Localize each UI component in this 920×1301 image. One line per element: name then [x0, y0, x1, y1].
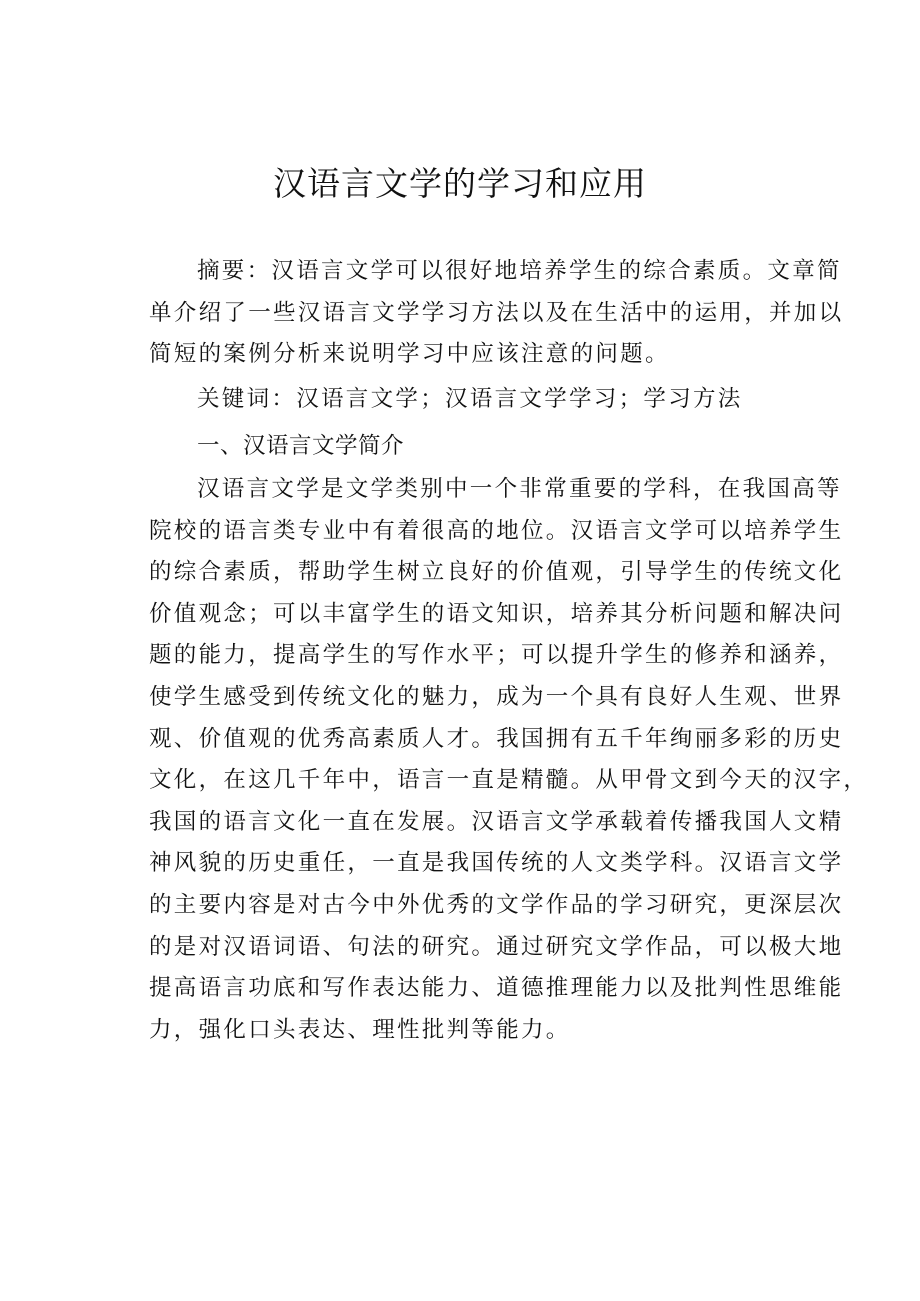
abstract-line: 摘要：汉语言文学可以很好地培养学生的综合素质。文章简: [197, 258, 842, 284]
body-line: 题的能力，提高学生的写作水平；可以提升学生的修养和涵养，: [149, 642, 844, 669]
body-line: 文化，在这几千年中，语言一直是精髓。从甲骨文到今天的汉字，: [149, 767, 869, 794]
body-line: 价值观念；可以丰富学生的语文知识，培养其分析问题和解决问: [149, 600, 844, 627]
keywords-text: 关键词：汉语言文学；汉语言文学学习；学习方法: [197, 386, 743, 412]
body-line: 的综合素质，帮助学生树立良好的价值观，引导学生的传统文化: [149, 559, 844, 586]
body-line: 的是对汉语词语、句法的研究。通过研究文学作品，可以极大地: [149, 933, 844, 960]
abstract-line: 单介绍了一些汉语言文学学习方法以及在生活中的运用，并加以: [149, 299, 844, 326]
body-line: 汉语言文学是文学类别中一个非常重要的学科，在我国高等: [197, 476, 842, 502]
body-line: 院校的语言类专业中有着很高的地位。汉语言文学可以培养学生: [149, 517, 844, 544]
body-line: 的主要内容是对古今中外优秀的文学作品的学习研究，更深层次: [149, 891, 844, 918]
keywords-line: [149, 379, 801, 421]
body-line: 观、价值观的优秀高素质人才。我国拥有五千年绚丽多彩的历史: [149, 725, 844, 752]
abstract-paragraph: [149, 251, 844, 376]
body-line: 力，强化口头表达、理性批判等能力。: [149, 1016, 571, 1043]
document-title: 汉语言文学的学习和应用: [273, 164, 647, 203]
section-heading: 一、汉语言文学简介: [197, 433, 405, 459]
section-body-paragraph: [149, 469, 869, 1051]
body-line: 提高语言功底和写作表达能力、道德推理能力以及批判性思维能: [149, 975, 844, 1002]
abstract-line: 简短的案例分析来说明学习中应该注意的问题。: [149, 341, 670, 368]
body-line: 使学生感受到传统文化的魅力，成为一个具有良好人生观、世界: [149, 683, 844, 710]
body-line: 我国的语言文化一直在发展。汉语言文学承载着传播我国人文精: [149, 808, 844, 835]
body-line: 神风貌的历史重任，一直是我国传统的人文类学科。汉语言文学: [149, 850, 844, 877]
